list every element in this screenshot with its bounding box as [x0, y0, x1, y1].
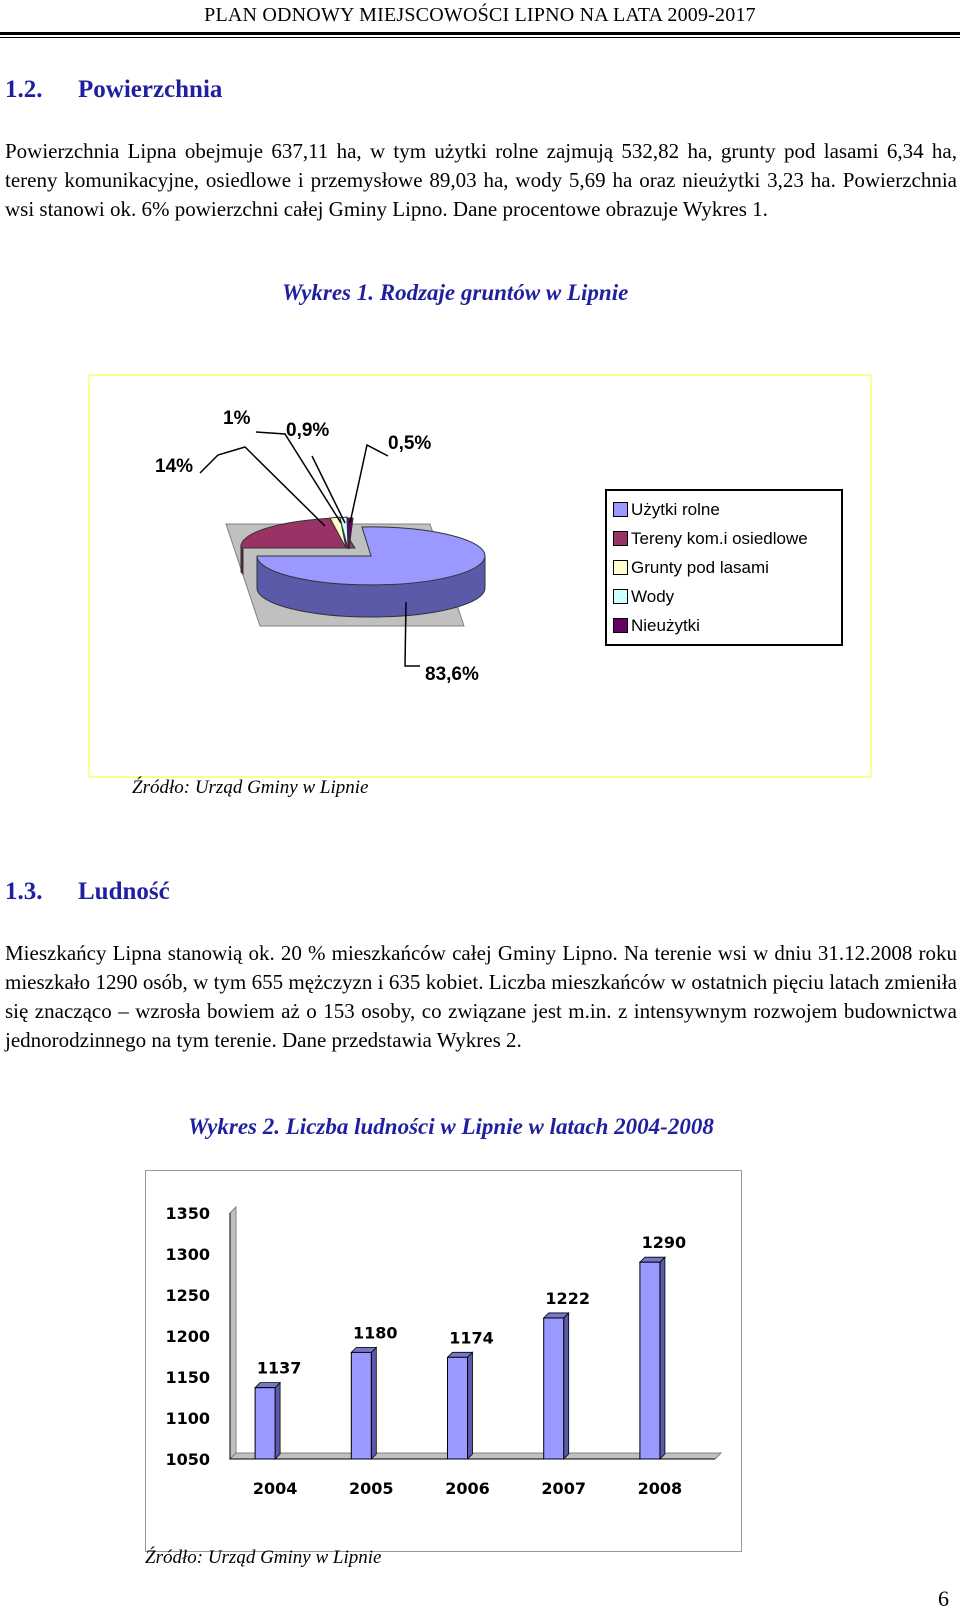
pie-legend [605, 489, 843, 646]
pie-data-label: 14% [155, 456, 194, 477]
leader-line-1 [256, 432, 341, 523]
legend-swatch [613, 502, 628, 517]
y-tick-label: 1200 [165, 1327, 210, 1346]
bar-data-label: 1137 [256, 1358, 302, 1378]
leader-line-09 [312, 456, 345, 523]
section-number: 1.3. [5, 878, 43, 905]
section-title: Powierzchnia [78, 76, 223, 103]
bar [255, 1388, 275, 1459]
axis-wall [230, 1207, 236, 1459]
y-tick-label: 1050 [165, 1450, 210, 1469]
pie-chart-container [88, 374, 872, 778]
header-rule-thin [0, 37, 960, 38]
bar-chart-container [145, 1170, 742, 1552]
bar [351, 1352, 371, 1459]
pie-data-label: 83,6% [425, 664, 479, 685]
chart-caption: Wykres 2. Liczba ludności w Lipnie w latach 2004-2008 [188, 1114, 714, 1139]
legend-label: Tereny kom.i osiedlowe [631, 528, 808, 548]
legend-swatch [613, 560, 628, 575]
y-tick-label: 1350 [165, 1204, 210, 1223]
bar [640, 1262, 660, 1459]
legend-swatch [613, 531, 628, 546]
x-tick-label: 2008 [637, 1479, 683, 1498]
x-tick-label: 2006 [445, 1479, 490, 1498]
bar-top [448, 1352, 473, 1357]
bar-data-label: 1174 [449, 1328, 494, 1348]
bar-data-label: 1180 [353, 1323, 398, 1343]
bar-chart [146, 1171, 741, 1551]
bar-side [564, 1313, 569, 1459]
legend-item [613, 611, 835, 640]
x-tick-label: 2004 [252, 1479, 298, 1498]
document-header: PLAN ODNOWY MIEJSCOWOŚCI LIPNO NA LATA 2009-2017 [204, 4, 756, 26]
legend-item [613, 553, 835, 582]
bar-data-label: 1222 [545, 1288, 590, 1308]
legend-label: Użytki rolne [631, 499, 720, 519]
legend-item [613, 582, 835, 611]
bar [544, 1318, 564, 1459]
chart-source: Źródło: Urząd Gminy w Lipnie [145, 1547, 382, 1568]
x-tick-label: 2007 [541, 1479, 586, 1498]
pie-data-label: 0,5% [388, 433, 432, 454]
bar-data-label: 1290 [641, 1233, 687, 1253]
chart-source: Źródło: Urząd Gminy w Lipnie [132, 777, 369, 798]
legend-label: Nieużytki [631, 615, 700, 635]
bar-side [371, 1347, 376, 1459]
section-paragraph: Mieszkańcy Lipna stanowią ok. 20 % mieszkańców całej Gminy Lipno. Na terenie wsi w dniu 31.12.2008 roku mieszkało 1290 osób, w tym 655 mężczyzn i 635 kobiet. Liczba mieszkańców w ostatnich pięciu latach zmieniła się znacząco – wzrosła bowiem aż o 153 osoby, co związane jest m.in. z intensywnym rozwojem budownictwa jednorodzinnego na tym terenie. Dane przedstawia Wykres 2. [5, 941, 957, 1052]
chart-caption: Wykres 1. Rodzaje gruntów w Lipnie [282, 280, 629, 305]
legend-swatch [613, 589, 628, 604]
bar-top [544, 1313, 569, 1318]
bar-top [351, 1347, 376, 1352]
pie-data-label: 0,9% [286, 420, 330, 441]
section-paragraph: Powierzchnia Lipna obejmuje 637,11 ha, w tym użytki rolne zajmują 532,82 ha, grunty pod lasami 6,34 ha, tereny komunikacyjne, osiedlowe i przemysłowe 89,03 ha, wody 5,69 ha oraz nieużytki 3,23 ha. Powierzchnia wsi stanowi ok. 6% powierzchni całej Gminy Lipno. Dane procentowe obrazuje Wykres 1. [5, 139, 957, 221]
legend-label: Grunty pod lasami [631, 557, 769, 577]
section-title: Ludność [78, 878, 170, 905]
legend-item [613, 495, 835, 524]
y-tick-label: 1100 [165, 1409, 210, 1428]
leader-line-05 [350, 445, 388, 523]
legend-swatch [613, 618, 628, 633]
legend-item [613, 524, 835, 553]
bar-top [640, 1257, 665, 1262]
page-number: 6 [938, 1586, 949, 1611]
bar-top [255, 1383, 280, 1388]
y-tick-label: 1150 [165, 1368, 210, 1387]
header-rule [0, 32, 960, 35]
y-tick-label: 1250 [165, 1286, 210, 1305]
legend-label: Wody [631, 586, 675, 606]
leader-line-14 [200, 447, 325, 526]
bar-side [468, 1352, 473, 1459]
section-number: 1.2. [5, 76, 43, 103]
bar-side [660, 1257, 665, 1459]
y-tick-label: 1300 [165, 1245, 210, 1264]
x-tick-label: 2005 [349, 1479, 394, 1498]
bar-side [275, 1383, 280, 1459]
bar [448, 1357, 468, 1459]
pie-data-label: 1% [223, 408, 251, 429]
